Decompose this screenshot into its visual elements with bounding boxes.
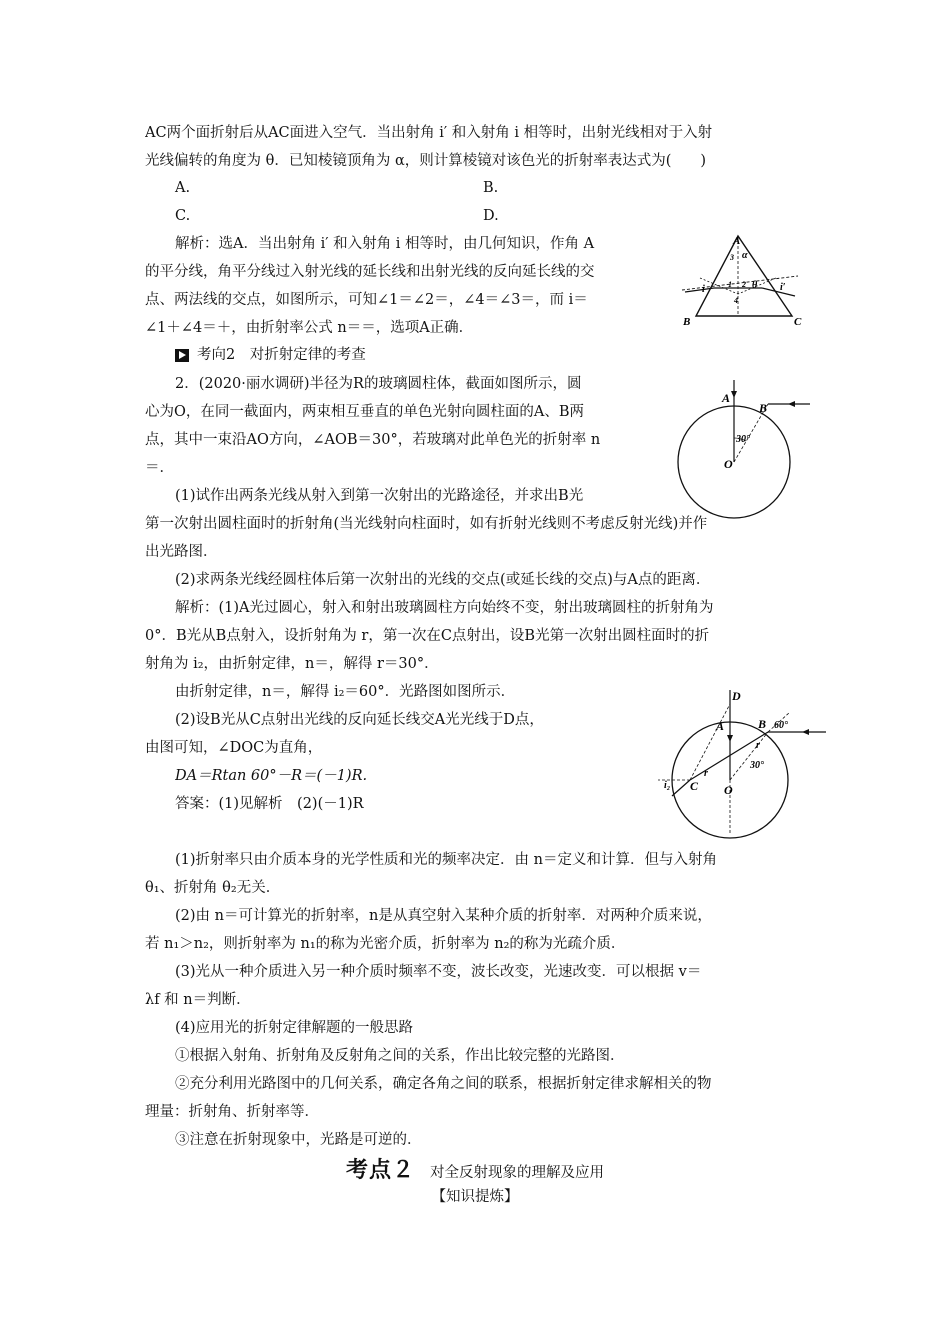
text-line: 心为O，在同一截面内，两束相互垂直的单色光射向圆柱面的A、B两: [145, 404, 585, 420]
text-line: (3)光从一种介质进入另一种介质时频率不变，波长改变，光速改变．可以根据 v＝: [175, 964, 702, 980]
text-line: 点、两法线的交点，如图所示，可知∠1＝∠2＝，∠4＝∠3＝，而 i＝: [145, 292, 588, 308]
prism-vertex-c: C: [794, 316, 802, 328]
cylinder-figure: [672, 376, 822, 526]
prism-angle-3: 3: [730, 253, 734, 262]
text-line: ②充分利用光路图中的几何关系，确定各角之间的联系，根据折射定律求解相关的物: [175, 1076, 712, 1092]
text-line: AC两个面折射后从AC面进入空气．当出射角 i′ 和入射角 i 相等时，出射光线相对于入射: [145, 125, 713, 141]
point-c-label: C: [690, 779, 699, 793]
point-a-label: A: [722, 391, 731, 405]
knowledge-subheading: 【知识提炼】: [431, 1189, 519, 1205]
point-a-label: A: [716, 719, 725, 733]
text-line: 2．(2020·丽水调研)半径为R的玻璃圆柱体，截面如图所示，圆: [175, 376, 582, 392]
text-line: θ₁、折射角 θ₂无关．: [145, 880, 281, 896]
text-line: ①根据入射角、折射角及反射角之间的关系，作出比较完整的光路图．: [175, 1048, 625, 1064]
section-heading: [0, 1153, 950, 1184]
text-line: 点，其中一束沿AO方向，∠AOB＝30°，若玻璃对此单色光的折射率 n: [145, 432, 601, 448]
text-line: 由折射定律，n＝，解得 i₂＝60°．光路图如图所示．: [175, 684, 516, 700]
option-b: B.: [483, 180, 499, 196]
prism-angle-4: 4: [734, 296, 738, 305]
angle-30-label: 30°: [750, 760, 764, 771]
text-line: λf 和 n＝判断．: [145, 992, 251, 1008]
kaoxiang-heading: [175, 345, 366, 365]
text-line: 出光路图．: [145, 544, 218, 560]
refraction-angle-c-label: r: [704, 768, 708, 779]
prism-exit-label: i′: [780, 282, 786, 293]
prism-alpha-label: α: [742, 250, 748, 261]
prism-figure: [680, 232, 810, 332]
text-line: 光线偏转的角度为 θ．已知棱镜顶角为 α，则计算棱镜对该色光的折射率表达式为( ): [145, 153, 707, 169]
text-line: 第一次射出圆柱面时的折射角(当光线射向柱面时，如有折射光线则不考虑反射光线)并作: [145, 516, 708, 532]
text-line: DA＝Rtan 60°－R＝(－1)R.: [175, 768, 368, 784]
point-b-label: B: [759, 401, 768, 415]
text-line: ③注意在折射现象中，光路是可逆的．: [175, 1132, 422, 1148]
option-a: A.: [175, 180, 191, 196]
point-b-label: B: [758, 717, 767, 731]
option-c: C.: [175, 208, 191, 224]
point-o-label: O: [724, 783, 733, 797]
text-line: (1)试作出两条光线从射入到第一次射出的光路途径，并求出B光: [175, 488, 584, 504]
text-line: ＝．: [145, 460, 174, 476]
point-d-label: D: [732, 689, 741, 703]
point-o-label: O: [724, 457, 733, 471]
option-d: D.: [483, 208, 499, 224]
section-number: 考点２: [345, 1158, 415, 1183]
text-line: 射角为 i₂，由折射定律，n＝，解得 r＝30°．: [145, 656, 439, 672]
prism-incidence-label: i: [702, 284, 705, 295]
text-line: (4)应用光的折射定律解题的一般思路: [175, 1020, 414, 1036]
text-line: 解析：选A．当出射角 i′ 和入射角 i 相等时，由几何知识，作角 A: [175, 236, 595, 252]
prism-vertex-b: B: [683, 316, 691, 328]
text-line: 由图可知，∠DOC为直角，: [145, 740, 323, 756]
text-line: (2)求两条光线经圆柱体后第一次射出的光线的交点(或延长线的交点)与A点的距离．: [175, 572, 711, 588]
text-line: 理量：折射角、折射率等．: [145, 1104, 319, 1120]
prism-angle-1: 1: [728, 280, 732, 289]
text-line: 若 n₁＞n₂，则折射率为 n₁的称为光密介质，折射率为 n₂的称为光疏介质．: [145, 936, 626, 952]
text-line: (2)由 n＝可计算光的折射率，n是从真空射入某种介质的折射率．对两种介质来说，: [175, 908, 712, 924]
text-line: ∠1＋∠4＝＋，由折射率公式 n＝＝，选项A正确．: [145, 320, 474, 336]
text-line: (1)折射率只由介质本身的光学性质和光的频率决定．由 n＝定义和计算．但与入射角: [175, 852, 717, 868]
angle-30-label: 30°: [736, 434, 750, 445]
section-title: 对全反射现象的理解及应用: [430, 1165, 605, 1181]
kaoxiang-label: 考向2 对折射定律的考查: [197, 347, 366, 363]
prism-theta-label: θ: [752, 280, 758, 291]
play-icon: [175, 349, 189, 362]
text-line: 解析：(1)A光过圆心，射入和射出玻璃圆柱方向始终不变，射出玻璃圆柱的折射角为: [175, 600, 714, 616]
text-line: 的平分线，角平分线过入射光线的延长线和出射光线的反向延长线的交: [145, 264, 595, 280]
prism-angle-2: 2: [742, 280, 746, 289]
text-line: 答案：(1)见解析 (2)(－1)R: [175, 796, 364, 812]
text-line: 0°．B光从B点射入，设折射角为 r，第一次在C点射出，设B光第一次射出圆柱面时的折: [145, 628, 710, 644]
refraction-angle-b-label: r: [756, 740, 760, 751]
angle-60-label: 60°: [774, 720, 788, 731]
prism-vertex-a: A: [733, 235, 741, 247]
text-line: (2)设B光从C点射出光线的反向延长线交A光光线于D点，: [175, 712, 544, 728]
light-path-figure: [652, 684, 832, 844]
exit-angle-label: i₂: [664, 780, 671, 791]
